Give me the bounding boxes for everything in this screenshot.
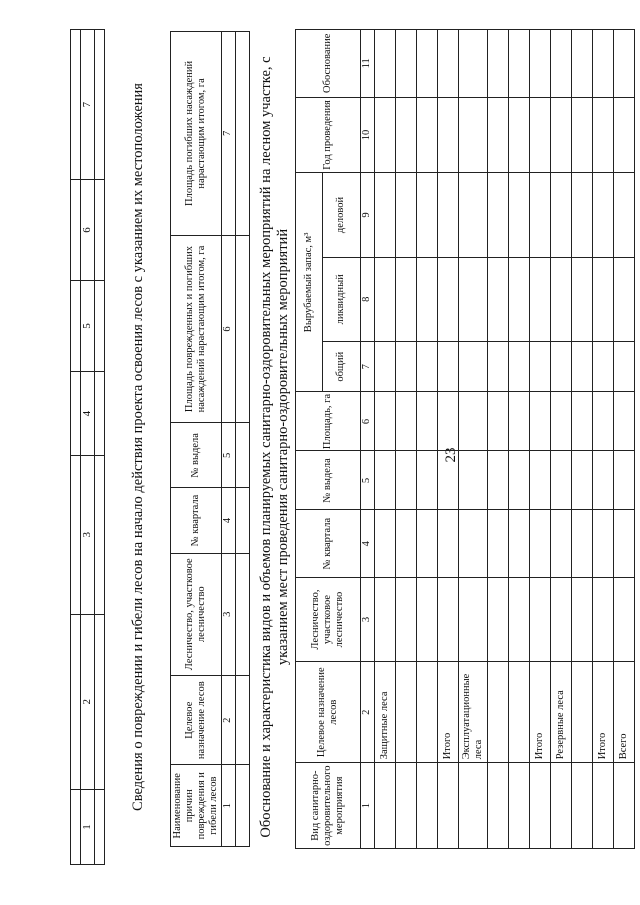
- table-cell: [572, 510, 593, 577]
- column-number: 1: [361, 763, 375, 849]
- column-number: 10: [361, 97, 375, 173]
- table-cell: [375, 763, 396, 849]
- column-header: Лесничество, участковое лесничество: [171, 553, 222, 675]
- table-cell: [509, 341, 530, 392]
- table-cell: [459, 30, 488, 98]
- table-cell: [509, 510, 530, 577]
- table-cell: [396, 341, 417, 392]
- table-cell: [375, 577, 396, 661]
- table-cell: [396, 30, 417, 98]
- table-cell: [593, 577, 614, 661]
- table-cell: [375, 30, 396, 98]
- table-cell: [509, 30, 530, 98]
- table-cell: [396, 451, 417, 510]
- table-cell: [551, 510, 572, 577]
- table-cell: [396, 763, 417, 849]
- column-number: 4: [81, 372, 95, 456]
- table-cell: [375, 97, 396, 173]
- table-cell: [593, 257, 614, 341]
- table-cell: [614, 451, 635, 510]
- table-cell: [530, 510, 551, 577]
- table-cell: [509, 763, 530, 849]
- table-cell: [530, 173, 551, 257]
- column-header: Вид санитарно-оздоровительного мероприятия: [296, 763, 361, 849]
- table-cell: [417, 97, 438, 173]
- column-number: 7: [81, 30, 95, 180]
- row-label: [572, 662, 593, 763]
- table-cell: [488, 763, 509, 849]
- table-cell: [488, 577, 509, 661]
- table-cell: [551, 763, 572, 849]
- table-cell: [572, 173, 593, 257]
- table-cell: [94, 30, 104, 180]
- table-cell: [509, 257, 530, 341]
- table-cell: [417, 257, 438, 341]
- table-cell: [236, 765, 250, 847]
- table-cell: [375, 451, 396, 510]
- table-cell: [438, 510, 459, 577]
- table-cell: [417, 30, 438, 98]
- table-cell: [509, 451, 530, 510]
- column-header: № выдела: [296, 451, 361, 510]
- page-number: 23: [443, 447, 459, 463]
- table-cell: [71, 30, 81, 180]
- table-cell: [572, 451, 593, 510]
- table-cell: [438, 30, 459, 98]
- column-number: 5: [222, 423, 236, 488]
- column-number: 6: [222, 235, 236, 422]
- table-cell: [459, 392, 488, 451]
- table-cell: [417, 763, 438, 849]
- table-cell: [551, 173, 572, 257]
- table-cell: [459, 510, 488, 577]
- table-cell: [459, 341, 488, 392]
- table-cell: [417, 510, 438, 577]
- table-cell: [614, 257, 635, 341]
- table-cell: [396, 392, 417, 451]
- table-row: [396, 30, 417, 849]
- table-cell: [551, 341, 572, 392]
- column-header: Целевое назначение лесов: [171, 675, 222, 765]
- row-label: Всего: [614, 662, 635, 763]
- table-cell: [530, 97, 551, 173]
- column-number: 1: [222, 765, 236, 847]
- table-cell: [396, 97, 417, 173]
- table-cell: [488, 392, 509, 451]
- section1-title: Сведения о повреждении и гибели лесов на начало действия проекта освоения лесов с указанием их местоположения: [130, 83, 146, 811]
- table-cell: [614, 341, 635, 392]
- table-cell: [572, 97, 593, 173]
- column-group-header: Вырубаемый запас, м³: [296, 173, 323, 392]
- column-number: 3: [81, 455, 95, 614]
- table-row: [488, 30, 509, 849]
- table-cell: [236, 32, 250, 236]
- column-number: 8: [361, 257, 375, 341]
- column-number: 2: [222, 675, 236, 765]
- table-cell: [396, 510, 417, 577]
- section2-title-line2: указанием мест проведения санитарно-оздоровительных мероприятий: [275, 228, 291, 666]
- table-cell: [551, 30, 572, 98]
- table-cell: [417, 392, 438, 451]
- table-cell: [593, 510, 614, 577]
- column-subheader: деловой: [322, 173, 360, 257]
- row-label: [396, 662, 417, 763]
- table-cell: [614, 763, 635, 849]
- row-label: Итого: [530, 662, 551, 763]
- table-cell: [551, 392, 572, 451]
- column-header: Целевое назначение лесов: [296, 662, 361, 763]
- table-row: [509, 30, 530, 849]
- table-cell: [530, 763, 551, 849]
- column-header: Обоснование: [296, 30, 361, 98]
- table-row: [572, 30, 593, 849]
- table-cell: [614, 577, 635, 661]
- row-label: [509, 662, 530, 763]
- table-cell: [530, 257, 551, 341]
- table-cell: [71, 280, 81, 372]
- column-header: Площадь, га: [296, 392, 361, 451]
- table-cell: [438, 763, 459, 849]
- table-cell: [94, 372, 104, 456]
- table-cell: [71, 614, 81, 789]
- table-cell: [375, 341, 396, 392]
- column-number: 7: [222, 32, 236, 236]
- table-cell: [459, 763, 488, 849]
- column-header: Площадь погибших насаждений нарастающим итогом, га: [171, 32, 222, 236]
- table-cell: [614, 510, 635, 577]
- table-cell: [438, 97, 459, 173]
- table-row: [551, 30, 572, 849]
- table-cell: [94, 614, 104, 789]
- table-cell: [488, 341, 509, 392]
- table-cell: [438, 341, 459, 392]
- table-cell: [488, 30, 509, 98]
- table-cell: [417, 341, 438, 392]
- table-cell: [236, 488, 250, 553]
- damage-table: [170, 31, 250, 847]
- column-header: Наименование причин повреждения и гибели лесов: [171, 765, 222, 847]
- table-cell: [593, 97, 614, 173]
- table-cell: [509, 577, 530, 661]
- row-label: Резервные леса: [551, 662, 572, 763]
- column-number: 4: [361, 510, 375, 577]
- column-number: 5: [361, 451, 375, 510]
- row-label: [417, 662, 438, 763]
- column-number: 9: [361, 173, 375, 257]
- table-cell: [396, 577, 417, 661]
- table-cell: [459, 577, 488, 661]
- table-cell: [593, 392, 614, 451]
- table-cell: [572, 30, 593, 98]
- column-header: № квартала: [296, 510, 361, 577]
- continuation-table: [70, 29, 105, 865]
- table-cell: [375, 392, 396, 451]
- table-row: [530, 30, 551, 849]
- table-cell: [551, 257, 572, 341]
- table-cell: [509, 97, 530, 173]
- table-cell: [488, 257, 509, 341]
- table-row: [593, 30, 614, 849]
- table-cell: [488, 173, 509, 257]
- table-row: [459, 30, 488, 849]
- column-number: 3: [361, 577, 375, 661]
- table-cell: [509, 392, 530, 451]
- table-cell: [551, 97, 572, 173]
- row-label: Итого: [438, 662, 459, 763]
- table-cell: [572, 577, 593, 661]
- table-cell: [438, 257, 459, 341]
- table-cell: [593, 763, 614, 849]
- table-cell: [94, 789, 104, 864]
- table-cell: [572, 257, 593, 341]
- table-cell: [459, 97, 488, 173]
- column-number: 4: [222, 488, 236, 553]
- table-cell: [593, 173, 614, 257]
- table-cell: [438, 173, 459, 257]
- table-cell: [593, 341, 614, 392]
- table-cell: [509, 173, 530, 257]
- table-cell: [375, 510, 396, 577]
- column-header: № выдела: [171, 423, 222, 488]
- column-number: 3: [222, 553, 236, 675]
- table-row: [438, 30, 459, 849]
- table-cell: [551, 451, 572, 510]
- table-row: [417, 30, 438, 849]
- row-label: [488, 662, 509, 763]
- table-cell: [459, 173, 488, 257]
- table-cell: [236, 423, 250, 488]
- column-number: 5: [81, 280, 95, 372]
- table-cell: [438, 392, 459, 451]
- table-cell: [417, 451, 438, 510]
- table-cell: [551, 577, 572, 661]
- table-cell: [396, 257, 417, 341]
- table-row: [614, 30, 635, 849]
- row-label: Итого: [593, 662, 614, 763]
- table-cell: [614, 97, 635, 173]
- table-cell: [94, 180, 104, 280]
- table-cell: [71, 372, 81, 456]
- table-cell: [530, 577, 551, 661]
- column-number: 2: [81, 614, 95, 789]
- table-cell: [488, 510, 509, 577]
- table-cell: [459, 451, 488, 510]
- column-number: 6: [361, 392, 375, 451]
- table-cell: [488, 451, 509, 510]
- table-cell: [236, 235, 250, 422]
- column-header: Год проведения: [296, 97, 361, 173]
- table-cell: [71, 180, 81, 280]
- column-number: 11: [361, 30, 375, 98]
- table-row: [375, 30, 396, 849]
- table-cell: [614, 173, 635, 257]
- table-cell: [572, 763, 593, 849]
- table-cell: [94, 455, 104, 614]
- column-header: № квартала: [171, 488, 222, 553]
- column-header: Площадь поврежденных и погибших насаждений нарастающим итогом, га: [171, 235, 222, 422]
- row-label: Защитные леса: [375, 662, 396, 763]
- table-cell: [375, 257, 396, 341]
- column-number: 1: [81, 789, 95, 864]
- table-cell: [71, 789, 81, 864]
- column-number: 7: [361, 341, 375, 392]
- section2-title-line1: Обоснование и характеристика видов и объемов планируемых санитарно-оздоровительных мероприятий на лесном участке, с: [258, 56, 274, 838]
- table-cell: [614, 30, 635, 98]
- measures-table: [295, 29, 635, 849]
- table-cell: [396, 173, 417, 257]
- table-cell: [71, 455, 81, 614]
- table-cell: [530, 341, 551, 392]
- table-cell: [236, 675, 250, 765]
- table-cell: [236, 553, 250, 675]
- table-cell: [438, 577, 459, 661]
- column-header: Лесничество, участковое лесничество: [296, 577, 361, 661]
- table-cell: [438, 451, 459, 510]
- column-subheader: общий: [322, 341, 360, 392]
- column-subheader: ликвидный: [322, 257, 360, 341]
- table-cell: [459, 257, 488, 341]
- table-cell: [417, 173, 438, 257]
- table-cell: [572, 392, 593, 451]
- table-cell: [593, 451, 614, 510]
- column-number: 2: [361, 662, 375, 763]
- table-cell: [94, 280, 104, 372]
- table-cell: [572, 341, 593, 392]
- table-cell: [593, 30, 614, 98]
- table-cell: [530, 451, 551, 510]
- table-cell: [614, 392, 635, 451]
- table-cell: [488, 97, 509, 173]
- table-cell: [375, 173, 396, 257]
- table-cell: [530, 30, 551, 98]
- column-number: 6: [81, 180, 95, 280]
- row-label: Эксплуатационные леса: [459, 662, 488, 763]
- table-cell: [417, 577, 438, 661]
- table-cell: [530, 392, 551, 451]
